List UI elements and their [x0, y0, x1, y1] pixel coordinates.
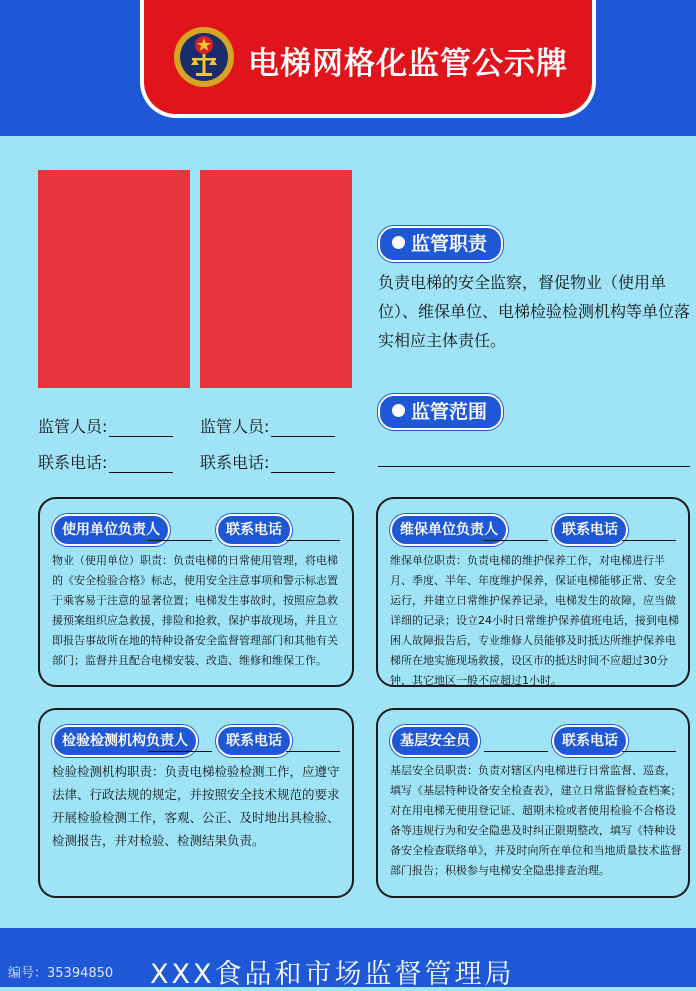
safety-officer-name-blank	[484, 751, 548, 752]
left-phone-row	[38, 450, 173, 473]
supervisor-photo-right	[200, 170, 352, 388]
supervisor-photo-left	[38, 170, 190, 388]
right-phone-label: 联系电话:	[200, 453, 270, 472]
right-supervisor-row	[200, 414, 335, 437]
maintenance-unit-phone-label: 联系电话	[552, 514, 628, 546]
user-unit-phone-blank	[286, 540, 340, 541]
inspection-text: 检验检测机构职责：负责电梯检验检测工作，应遵守法律、行政法规的规定，并按照安全技术规范的要求开展检验检测工作，客观、公正、及时地出具检验、检测报告，并对检验、检测结果负责。	[52, 764, 340, 848]
maintenance-unit-name-blank	[484, 540, 548, 541]
police-emblem-icon	[172, 25, 236, 89]
left-supervisor-row	[38, 414, 173, 437]
left-supervisor-blank	[109, 422, 173, 437]
organization-name: XXX食品和市场监督管理局	[150, 959, 515, 990]
inspection-phone-blank	[286, 751, 340, 752]
duty-heading	[378, 226, 503, 262]
inspection-name-blank	[148, 751, 212, 752]
user-unit-text: 物业（使用单位）职责：负责电梯的日常使用管理，将电梯的《安全检验合格》标志，使用安全注意事项和警示标志置于乘客易于注意的显著位置；电梯发生事故时，按照应急救援预案组织应急救援，排险和抢救，保护事故现场，并且立即报告事故所在地的特种设备安全监督管理部门和其他有关部门；监督并且配合电梯安装、改造、维修和维保工作。	[52, 554, 338, 667]
user-unit-name-blank	[148, 540, 212, 541]
right-phone-blank	[271, 458, 335, 473]
safety-officer-text: 基层安全员职责：负责对辖区内电梯进行日常监督、巡查，填写《基层特种设备安全检查表》，建立日常监督检查档案；对在用电梯无使用登记证、超期未检或者使用检验不合格设备等违规行为和安全隐患及时纠正限期整改，填写《特种设备安全检查联络单》，并及时向所在单位和当地质量技术监督部门报告；积极参与电梯安全隐患排查治理。	[390, 764, 682, 877]
bullet-icon	[392, 236, 405, 249]
left-phone-label: 联系电话:	[38, 453, 108, 472]
right-supervisor-label: 监管人员:	[200, 417, 270, 436]
duty-text: 负责电梯的安全监察，督促物业（使用单位）、维保单位、电梯检验检测机构等单位落实相应主体责任。	[378, 273, 691, 350]
page-title: 电梯网格化监管公示牌	[248, 46, 568, 82]
maintenance-unit-phone-blank	[622, 540, 676, 541]
user-unit-label: 使用单位负责人	[52, 514, 170, 546]
left-phone-blank	[109, 458, 173, 473]
left-supervisor-label: 监管人员:	[38, 417, 108, 436]
duty-heading-label: 监管职责	[411, 233, 488, 255]
scope-blank-line	[378, 466, 690, 467]
user-unit-phone-label: 联系电话	[216, 514, 292, 546]
right-phone-row	[200, 450, 335, 473]
scope-heading-label: 监管范围	[411, 401, 488, 423]
safety-officer-phone-blank	[622, 751, 676, 752]
safety-officer-label: 基层安全员	[390, 725, 480, 757]
right-supervisor-blank	[271, 422, 335, 437]
scope-heading	[378, 394, 503, 430]
maintenance-unit-text: 维保单位职责：负责电梯的维护保养工作，对电梯进行半月、季度、半年、年度维护保养，保证电梯能够正常、安全运行，并建立日常维护保养记录，电梯发生的故障，应当做详细的记录；设立24小时日常维护保养值班电话，接到电梯困人故障报告后，专业维修人员能够及时抵达所维护保养电梯所在地实施现场救援，设区市的抵达时间不应超过30分钟，其它地区一般不应超过1小时。	[390, 554, 679, 687]
inspection-phone-label: 联系电话	[216, 725, 292, 757]
maintenance-unit-label: 维保单位负责人	[390, 514, 508, 546]
watermark-text: 编号：35394850	[8, 966, 114, 981]
bullet-icon	[392, 404, 405, 417]
safety-officer-phone-label: 联系电话	[552, 725, 628, 757]
inspection-label: 检验检测机构负责人	[52, 725, 198, 757]
